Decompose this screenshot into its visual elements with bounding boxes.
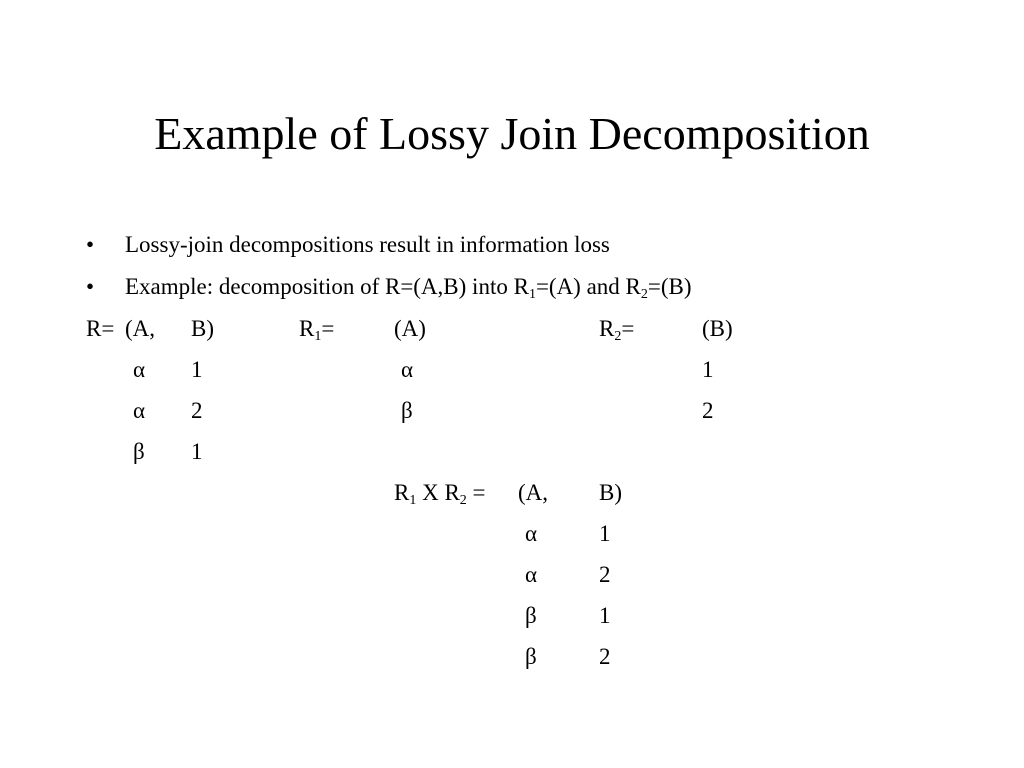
cross-product-cell: α	[525, 521, 538, 546]
relation-r-cell: 1	[191, 439, 203, 464]
relation-r1-cell: β	[401, 398, 413, 423]
relation-r1-col: (A)	[394, 316, 426, 341]
bullet-text: Lossy-join decompositions result in information loss	[125, 232, 610, 257]
relation-r2-col: (B)	[702, 316, 733, 341]
relation-r2-cell: 1	[702, 357, 714, 382]
relation-r-cell: β	[133, 439, 145, 464]
slide-title: Example of Lossy Join Decomposition	[154, 108, 870, 159]
relation-r-col-b: B)	[191, 316, 214, 341]
relation-r-cell: 1	[191, 357, 203, 382]
cross-product-cell: β	[525, 644, 537, 669]
relation-r2-label: $R_2=$	[599, 316, 635, 344]
bullet-marker: •	[86, 232, 95, 257]
relation-r2-cell: 2	[702, 398, 714, 423]
relation-r-cell: α	[133, 398, 146, 423]
cross-product-col-a: (A,	[518, 480, 549, 505]
cross-product-label: $R_1$ X $R_2$ =	[394, 480, 486, 508]
bullet-marker: •	[86, 274, 95, 299]
cross-product-cell: 2	[599, 644, 611, 669]
cross-product-cell: 1	[599, 521, 611, 546]
bullet-text: Example: decomposition of R=(A,B) into $R_1=(A)$ and $R_2=(B)$	[125, 274, 692, 302]
relation-r-label: R=	[86, 316, 115, 341]
cross-product-cell: β	[525, 603, 537, 628]
relation-r-col-a: (A,	[125, 316, 156, 341]
relation-r1-label: $R_1=$	[299, 316, 335, 344]
cross-product-cell: 2	[599, 562, 611, 587]
cross-product-cell: 1	[599, 603, 611, 628]
relation-r-cell: 2	[191, 398, 203, 423]
cross-product-col-b: B)	[599, 480, 622, 505]
cross-product-cell: α	[525, 562, 538, 587]
relation-r1-cell: α	[401, 357, 414, 382]
relation-r-cell: α	[133, 357, 146, 382]
